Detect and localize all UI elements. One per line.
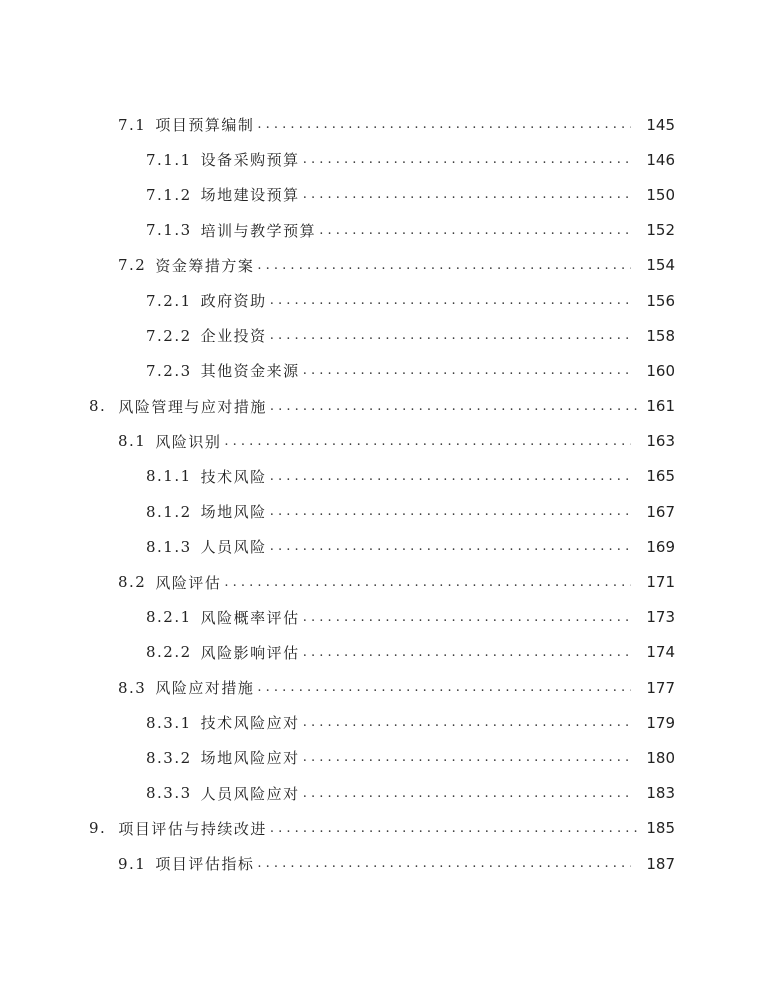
toc-title: 技术风险	[200, 467, 267, 486]
toc-entry-8-3[interactable]	[0, 670, 765, 705]
toc-title: 企业投资	[200, 327, 267, 346]
toc-entry-8-1-1[interactable]	[0, 459, 765, 494]
toc-number: 8.3.2	[146, 748, 192, 767]
toc-title: 风险识别	[155, 432, 222, 451]
toc-entry-8-1-3[interactable]	[0, 529, 765, 564]
toc-dot-leader	[303, 645, 631, 660]
toc-page-number: 158	[646, 326, 675, 345]
toc-page-number: 180	[646, 748, 675, 767]
toc-page-number: 145	[646, 115, 675, 134]
toc-page-number: 185	[646, 819, 675, 838]
toc-page-number: 179	[646, 713, 675, 732]
toc-page-number: 187	[646, 854, 675, 873]
toc-dot-leader	[303, 363, 631, 378]
toc-dot-leader	[270, 399, 641, 414]
toc-page-number: 169	[646, 537, 675, 556]
toc-entry-8-1-2[interactable]	[0, 494, 765, 529]
toc-dot-leader	[270, 293, 631, 308]
toc-page-number: 152	[646, 221, 675, 240]
toc-page-number: 167	[646, 502, 675, 521]
toc-title: 其他资金来源	[200, 362, 300, 381]
toc-number: 8.3.3	[146, 784, 192, 803]
toc-dot-leader	[303, 187, 631, 202]
toc-title: 项目评估指标	[155, 855, 255, 874]
toc-entry-8-2-2[interactable]	[0, 635, 765, 670]
toc-dot-leader	[303, 152, 631, 167]
toc-title: 人员风险	[200, 538, 267, 557]
toc-entry-7-2[interactable]	[0, 248, 765, 283]
toc-dot-leader	[270, 504, 631, 519]
toc-entry-8-3-3[interactable]	[0, 776, 765, 811]
toc-number: 7.1	[118, 115, 147, 134]
toc-dot-leader	[303, 786, 631, 801]
toc-number: 8.1.1	[146, 467, 192, 486]
toc-entry-9-1[interactable]	[0, 846, 765, 881]
toc-number: 7.2.3	[146, 361, 192, 380]
toc-dot-leader	[319, 223, 631, 238]
toc-entry-8-1[interactable]	[0, 424, 765, 459]
toc-number: 8.1.3	[146, 537, 192, 556]
toc-title: 项目评估与持续改进	[118, 819, 267, 838]
toc-dot-leader	[270, 821, 641, 836]
table-of-contents	[0, 107, 765, 881]
toc-entry-7-1-1[interactable]	[0, 142, 765, 177]
toc-page-number: 165	[646, 467, 675, 486]
toc-title: 项目预算编制	[155, 116, 255, 135]
toc-dot-leader	[257, 258, 631, 273]
toc-number: 8.2.2	[146, 643, 192, 662]
toc-dot-leader	[270, 469, 631, 484]
toc-dot-leader	[303, 610, 631, 625]
toc-entry-8[interactable]	[0, 389, 765, 424]
toc-dot-leader	[257, 856, 631, 871]
toc-page-number: 183	[646, 784, 675, 803]
toc-title: 人员风险应对	[200, 784, 300, 803]
toc-number: 7.2	[118, 256, 147, 275]
toc-title: 风险管理与应对措施	[118, 397, 267, 416]
toc-number: 8.2.1	[146, 608, 192, 627]
toc-number: 8.3.1	[146, 713, 192, 732]
toc-dot-leader	[303, 715, 631, 730]
toc-title: 培训与教学预算	[200, 221, 317, 240]
toc-dot-leader	[270, 539, 631, 554]
toc-number: 7.2.2	[146, 326, 192, 345]
toc-dot-leader	[257, 117, 631, 132]
toc-title: 风险概率评估	[200, 608, 300, 627]
toc-entry-8-2[interactable]	[0, 564, 765, 599]
toc-dot-leader	[224, 575, 631, 590]
toc-number: 7.1.1	[146, 150, 192, 169]
toc-number: 7.2.1	[146, 291, 192, 310]
toc-number: 7.1.2	[146, 185, 192, 204]
toc-entry-8-3-1[interactable]	[0, 705, 765, 740]
toc-title: 技术风险应对	[200, 714, 300, 733]
toc-page-number: 154	[646, 256, 675, 275]
toc-page-number: 161	[646, 397, 675, 416]
toc-entry-7-1-2[interactable]	[0, 177, 765, 212]
toc-number: 9.1	[118, 854, 147, 873]
toc-entry-8-3-2[interactable]	[0, 740, 765, 775]
toc-number: 8.3	[118, 678, 147, 697]
toc-number: 7.1.3	[146, 221, 192, 240]
toc-title: 资金筹措方案	[155, 256, 255, 275]
toc-entry-7-2-3[interactable]	[0, 353, 765, 388]
toc-number: 8.	[89, 397, 107, 416]
toc-entry-7-2-1[interactable]	[0, 283, 765, 318]
toc-title: 设备采购预算	[200, 151, 300, 170]
toc-title: 政府资助	[200, 292, 267, 311]
toc-entry-7-1[interactable]	[0, 107, 765, 142]
toc-page-number: 177	[646, 678, 675, 697]
toc-dot-leader	[257, 680, 631, 695]
toc-entry-7-2-2[interactable]	[0, 318, 765, 353]
toc-title: 风险影响评估	[200, 643, 300, 662]
toc-dot-leader	[224, 434, 631, 449]
toc-page-number: 163	[646, 432, 675, 451]
toc-entry-8-2-1[interactable]	[0, 600, 765, 635]
toc-number: 9.	[89, 819, 107, 838]
toc-page-number: 146	[646, 150, 675, 169]
toc-page-number: 173	[646, 608, 675, 627]
toc-number: 8.1	[118, 432, 147, 451]
toc-number: 8.1.2	[146, 502, 192, 521]
toc-page-number: 171	[646, 573, 675, 592]
toc-entry-7-1-3[interactable]	[0, 213, 765, 248]
toc-page-number: 150	[646, 185, 675, 204]
toc-page-number: 160	[646, 361, 675, 380]
toc-title: 场地风险	[200, 503, 267, 522]
toc-entry-9[interactable]	[0, 811, 765, 846]
toc-dot-leader	[270, 328, 631, 343]
toc-number: 8.2	[118, 573, 147, 592]
toc-title: 风险评估	[155, 573, 222, 592]
toc-page-number: 174	[646, 643, 675, 662]
toc-dot-leader	[303, 750, 631, 765]
toc-title: 风险应对措施	[155, 679, 255, 698]
toc-title: 场地建设预算	[200, 186, 300, 205]
toc-page-number: 156	[646, 291, 675, 310]
toc-title: 场地风险应对	[200, 749, 300, 768]
